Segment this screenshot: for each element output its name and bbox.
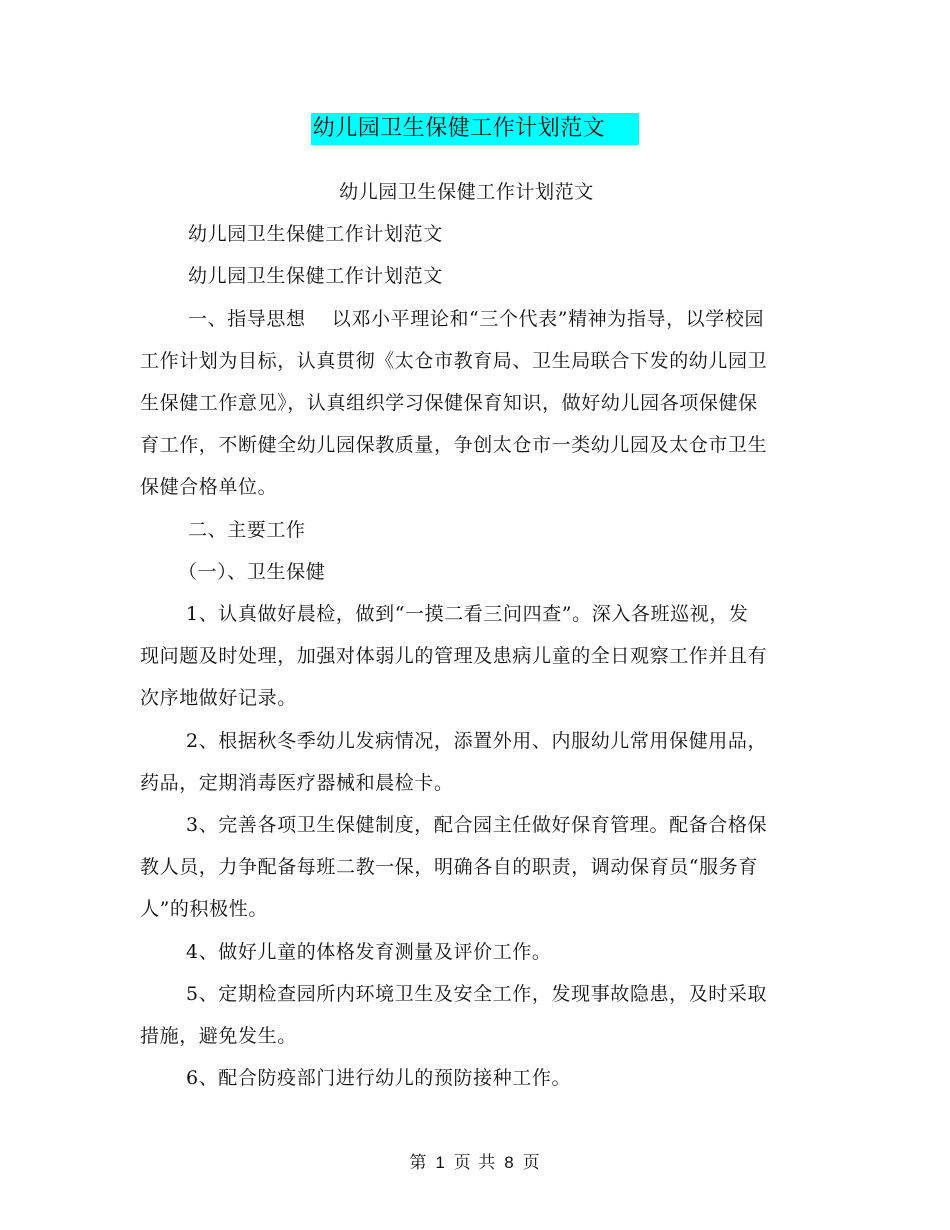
list-item-5: 5、定期检查园所内环境卫生及安全工作，发现事故隐患，及时采取措施，避免发生。: [140, 982, 768, 1048]
heading-main-work: 二、主要工作: [188, 518, 306, 541]
list-item-1: 1、认真做好晨检，做到“一摸二看三问四查”。深入各班巡视，发现问题及时处理，加强对体弱儿的管理及患病儿童的全日观察工作并且有次序地做好记录。: [140, 603, 768, 710]
page-label-suffix: 页: [522, 1153, 541, 1173]
paragraph-guiding-ideology: 一、指导思想 以邓小平理论和“三个代表”精神为指导，以学校园工作计划为目标，认真贯彻《太仓市教育局、卫生局联合下发的幼儿园卫生保健工作意见》，认真组织学习保健保育知识，做好幼儿园各项保健保育工作，不断健全幼儿园保教质量，争创太仓市一类幼儿园及太仓市卫生保健合格单位。: [140, 307, 768, 499]
list-item-3: 3、完善各项卫生保健制度，配合园主任做好保育管理。配备合格保教人员，力争配备每班二教一保，明确各自的职责，调动保育员“服务育人”的积极性。: [140, 814, 768, 921]
page-label-mid: 页 共: [453, 1153, 497, 1173]
paragraph-repeat-title-1: 幼儿园卫生保健工作计划范文: [188, 223, 443, 246]
heading-health-care: （一）、卫生保健: [178, 560, 326, 583]
page-total-number: 8: [504, 1153, 515, 1172]
document-title: 幼儿园卫生保健工作计划范文: [311, 113, 640, 145]
page-current-number: 1: [435, 1153, 446, 1172]
subtitle-line: 幼儿园卫生保健工作计划范文: [339, 181, 594, 203]
page-footer: [0, 1148, 950, 1178]
list-item-2: 2、根据秋冬季幼儿发病情况，添置外用、内服幼儿常用保健用品，药品，定期消毒医疗器械和晨检卡。: [140, 729, 768, 794]
paragraph-repeat-title-2: 幼儿园卫生保健工作计划范文: [188, 265, 443, 288]
title-container: [0, 113, 950, 145]
list-item-6: 6、配合防疫部门进行幼儿的预防接种工作。: [186, 1067, 572, 1090]
page-label-prefix: 第: [409, 1153, 428, 1173]
list-item-4: 4、做好儿童的体格发育测量及评价工作。: [186, 940, 552, 963]
document-body: [140, 171, 768, 1099]
